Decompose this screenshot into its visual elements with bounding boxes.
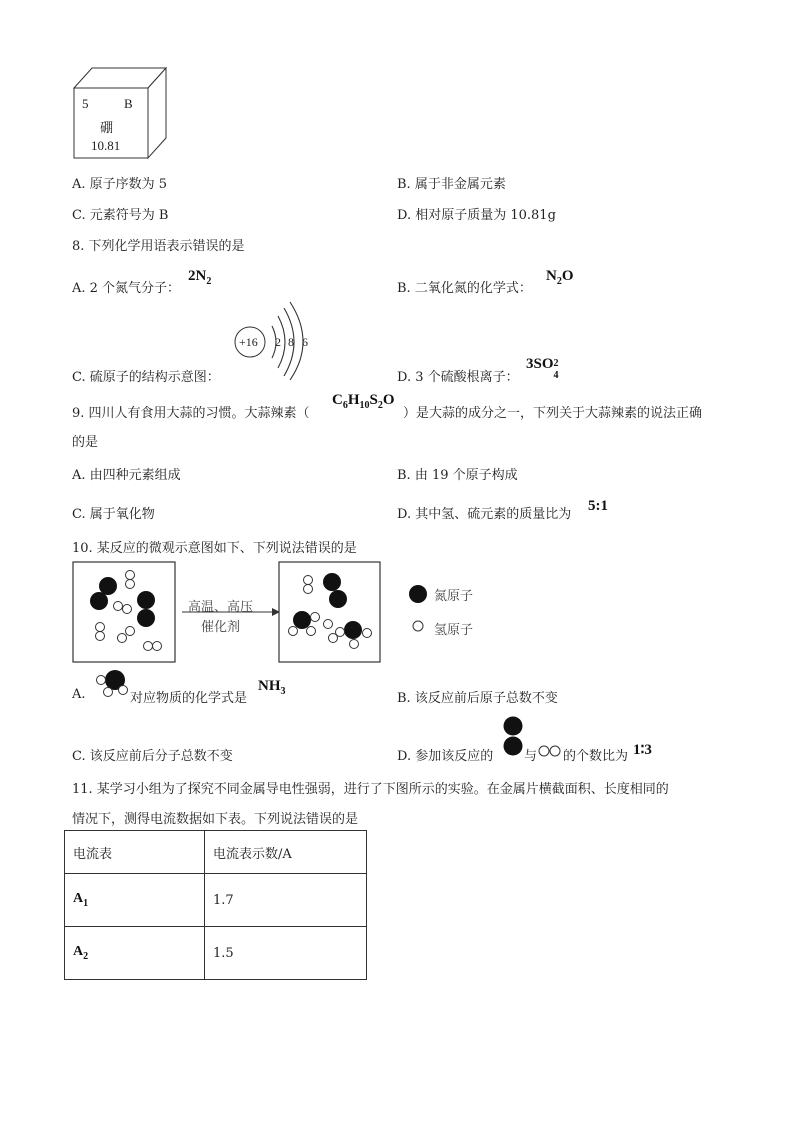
q8-option-b: B. 二氧化氮的化学式：	[397, 281, 532, 296]
q8-option-c: C. 硫原子的结构示意图：	[72, 370, 220, 385]
q10-option-d-mid: 与	[524, 749, 538, 764]
q9-formula: $C_6H_{10}S_2O$	[332, 392, 395, 411]
q10-d-ratio: 1∶3	[633, 742, 652, 758]
q8-stem: 8. 下列化学用语表示错误的是	[72, 239, 245, 254]
q8-b-formula: $N_2O$	[546, 268, 574, 287]
meter-cell: $A_1$	[65, 874, 205, 927]
q7-option-b: B. 属于非金属元素	[397, 177, 506, 192]
q11-stem-line2: 情况下，测得电流数据如下表。下列说法错误的是	[72, 812, 359, 827]
value-cell: 1.7	[205, 874, 367, 927]
current-data-table	[64, 830, 367, 980]
q7-option-c: C. 元素符号为 B	[72, 208, 169, 223]
atom-shell-2: 8	[288, 335, 294, 349]
meter-cell: $A_2$	[65, 927, 205, 980]
q10-stem: 10. 某反应的微观示意图如下、下列说法错误的是	[72, 541, 357, 556]
q8-option-a: A. 2 个氮气分子：	[72, 281, 181, 296]
q10-option-a-prefix: A.	[72, 687, 86, 702]
nh3-molecule-icon	[92, 668, 132, 700]
n2-molecule-icon	[502, 716, 524, 758]
table-row	[65, 927, 367, 980]
table-row	[65, 874, 367, 927]
atom-nucleus: +16	[239, 335, 258, 349]
q11-stem-line1: 11. 某学习小组为了探究不同金属导电性强弱，进行了下图所示的实验。在金属片横截面积、长度相同的	[72, 782, 669, 797]
atom-shell-3: 6	[302, 335, 308, 349]
atom-shell-1: 2	[275, 335, 281, 349]
q7-option-a: A. 原子序数为 5	[72, 177, 168, 192]
table-header-cell: 电流表示数/A	[205, 831, 367, 874]
legend-hydrogen-label: 氢原子	[434, 623, 474, 638]
q9-option-a: A. 由四种元素组成	[72, 468, 181, 483]
q10-a-formula: $NH_3$	[258, 678, 286, 697]
q9-stem-post: ）是大蒜的成分之一，下列关于大蒜辣素的说法正确	[403, 406, 703, 421]
q10-option-d-post: 的个数比为	[563, 749, 629, 764]
q10-option-b: B. 该反应前后原子总数不变	[397, 691, 558, 706]
reaction-condition-top: 高温、高压	[188, 600, 254, 615]
reaction-diagram	[72, 560, 492, 666]
table-header-row	[65, 831, 367, 874]
element-atomic-number: 5	[82, 96, 89, 111]
q8-option-d: D. 3 个硫酸根离子：	[397, 370, 519, 385]
q10-option-d-pre: D. 参加该反应的	[397, 749, 494, 764]
q9-d-ratio: 5:1	[588, 498, 608, 514]
legend-nitrogen-label: 氮原子	[434, 589, 474, 604]
q9-option-d: D. 其中氢、硫元素的质量比为	[397, 507, 572, 522]
q9-stem-pre: 9. 四川人有食用大蒜的习惯。大蒜辣素（	[72, 406, 310, 421]
element-symbol: B	[124, 96, 133, 111]
q10-option-a-text: 对应物质的化学式是	[130, 691, 248, 706]
table-header-cell: 电流表	[65, 831, 205, 874]
q9-option-b: B. 由 19 个原子构成	[397, 468, 518, 483]
q8-a-formula: $2N_2$	[188, 268, 212, 287]
q10-option-c: C. 该反应前后分子总数不变	[72, 749, 233, 764]
q9-stem-line2: 的是	[72, 435, 99, 450]
q7-option-d: D. 相对原子质量为 10.81g	[397, 208, 556, 223]
value-cell: 1.5	[205, 927, 367, 980]
q9-option-c: C. 属于氧化物	[72, 507, 155, 522]
h2-molecule-icon	[538, 744, 562, 758]
element-mass: 10.81	[91, 138, 121, 153]
q8-d-formula: 3SO 2 4	[526, 356, 559, 381]
reaction-condition-bottom: 催化剂	[201, 620, 241, 635]
element-name: 硼	[100, 120, 114, 135]
